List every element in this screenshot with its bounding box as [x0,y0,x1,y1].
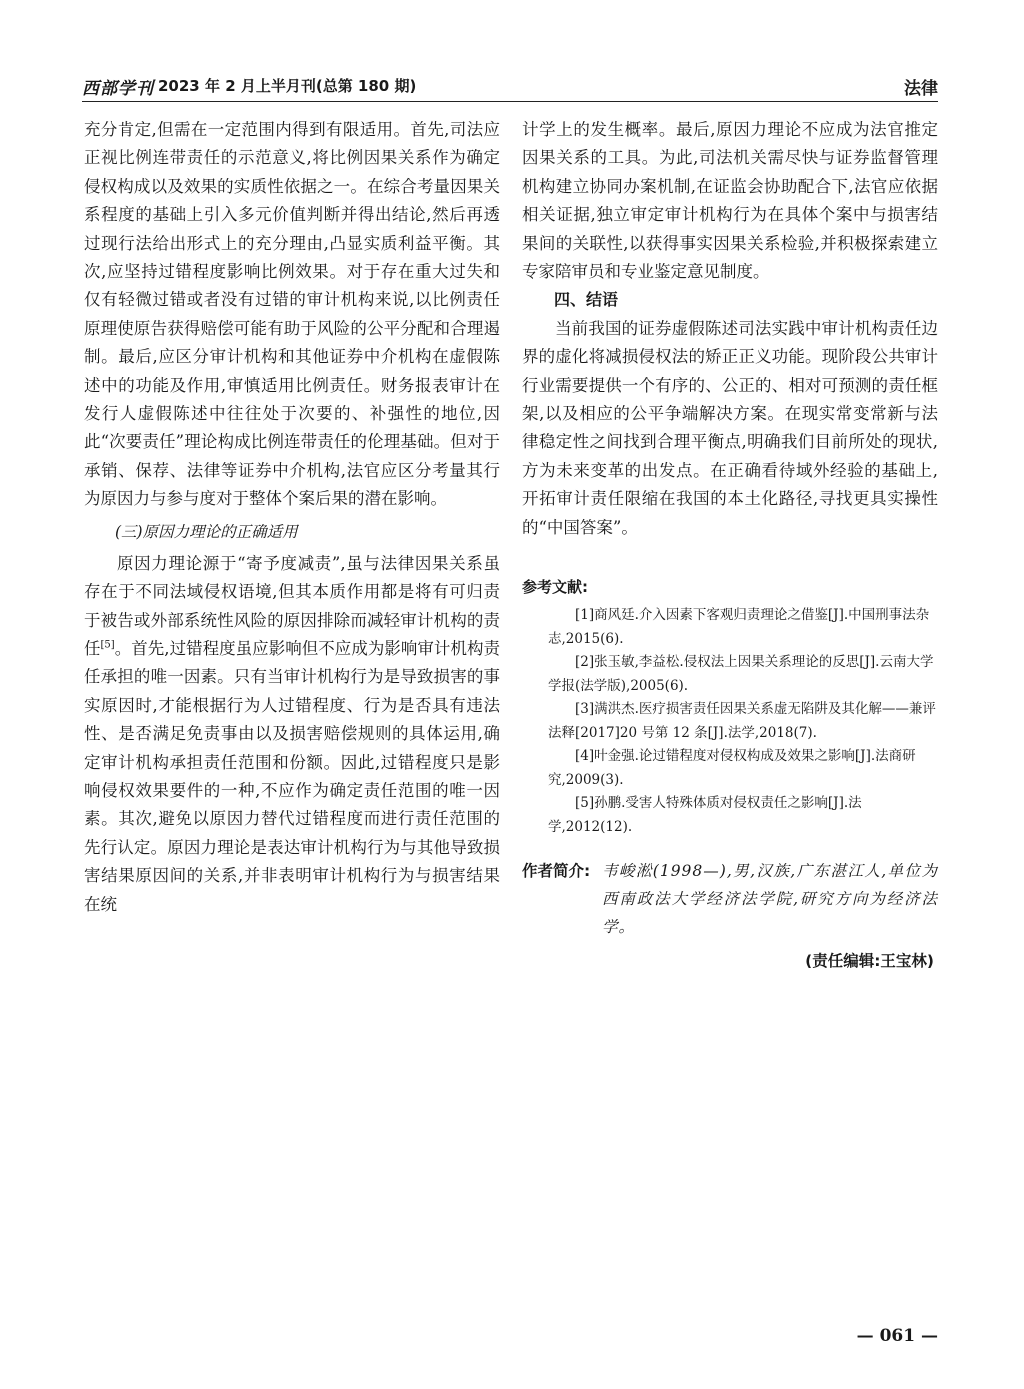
reference-item: [3]满洪杰.医疗损害责任因果关系虚无陷阱及其化解——兼评法释[2017]20 号第 12 条[J].法学,2018(7). [548,701,936,741]
editor-credit: (责任编辑:王宝林) [805,952,934,971]
conclusion-paragraph: 当前我国的证券虚假陈述司法实践中审计机构责任边界的虚化将减损侵权法的矫正正义功能。现阶段公共审计行业需要提供一个有序的、公正的、相对可预测的责任框架,以及相应的公平争端解决方案。在现实常变常新与法律稳定性之间找到合理平衡点,明确我们目前所处的现状,方为未来变革的出发点。在正确看待域外经验的基础上,开拓审计责任限缩在我国的本土化路径,寻找更具实操性的“中国答案”。 [522,318,938,537]
reference-item: [5]孙鹏.受害人特殊体质对侵权责任之影响[J].法学,2012(12). [548,795,862,835]
paragraph-text: 原因力理论源于“寄予度减责”,虽与法律因果关系虽存在于不同法域侵权语境,但其本质作用都是将有可归责于被告或外部系统性风险的原因排除而减轻审计机构的责任 [84,553,500,658]
body-paragraph: 计学上的发生概率。最后,原因力理论不应成为法官推定因果关系的工具。为此,司法机关需尽快与证券监督管理机构建立协同办案机制,在证监会协助配合下,法官应依据相关证据,独立审定审计机构行为在具体个案中与损害结果间的关联性,以获得事实因果关系检验,并积极探索建立专家陪审员和专业鉴定意见制度。 [522,120,938,282]
body-paragraph: 充分肯定,但需在一定范围内得到有限适用。首先,司法应正视比例连带责任的示范意义,将比例因果关系作为确定侵权构成以及效果的实质性依据之一。在综合考量因果关系程度的基础上引入多元价值判断并得出结论,然后再透过现行法给出形式上的充分理由,凸显实质利益平衡。其次,应坚持过错程度影响比例效果。对于存在重大过失和仅有轻微过错或者没有过错的审计机构来说,以比例责任原理使原告获得赔偿可能有助于风险的公平分配和合理遏制。最后,应区分审计机构和其他证券中介机构在虚假陈述中的功能及作用,审慎适用比例责任。财务报表审计在发行人虚假陈述中往往处于次要的、补强性的地位,因此“次要责任”理论构成比例连带责任的伦理基础。但对于承销、保荐、法律等证券中介机构,法官应区分考量其行为原因力与参与度对于整体个案后果的潜在影响。 [84,120,500,509]
journal-logo: 西部学刊 [82,79,154,99]
author-text: 韦峻淞(1998—),男,汉族,广东湛江人,单位为西南政法大学经济法学院,研究方向为经济法学。 [602,862,938,937]
header-rule [82,101,938,102]
left-column [84,116,500,919]
conclusion-heading: 四、结语 [554,290,619,310]
author-label: 作者简介: [522,862,591,881]
references-title: 参考文献: [522,578,588,597]
body-paragraph [84,550,500,919]
citation-marker: [5] [100,639,115,651]
reference-item: [1]商风廷.介入因素下客观归责理论之借鉴[J].中国刑事法杂志,2015(6). [548,607,930,647]
reference-item: [4]叶金强.论过错程度对侵权构成及效果之影响[J].法商研究,2009(3). [548,748,916,788]
references-list [522,604,938,839]
section-tag: 法律 [904,79,938,99]
reference-item: [2]张玉敏,李益松.侵权法上因果关系理论的反思[J].云南大学学报(法学版),2005(6). [548,654,934,694]
page-number: — 061 — [856,1326,938,1346]
right-column [522,116,938,973]
running-header [82,72,938,98]
author-bio [522,857,938,941]
subheading: (三)原因力理论的正确适用 [115,522,298,541]
paragraph-text: 。首先,过错程度虽应影响但不应成为影响审计机构责任承担的唯一因素。只有当审计机构行为是导致损害的事实原因时,才能根据行为人过错程度、行为是否具有违法性、是否满足免责事由以及损害赔偿规则的具体运用,确定审计机构承担责任范围和份额。因此,过错程度只是影响侵权效果要件的一种,不应作为确定责任范围的唯一因素。其次,避免以原因力替代过错程度而进行责任范围的先行认定。原因力理论是表达审计机构行为与其他导致损害结果原因间的关系,并非表明审计机构行为与损害结果在统 [84,638,501,914]
issue-info: 2023 年 2 月上半月刊(总第 180 期) [158,77,417,95]
